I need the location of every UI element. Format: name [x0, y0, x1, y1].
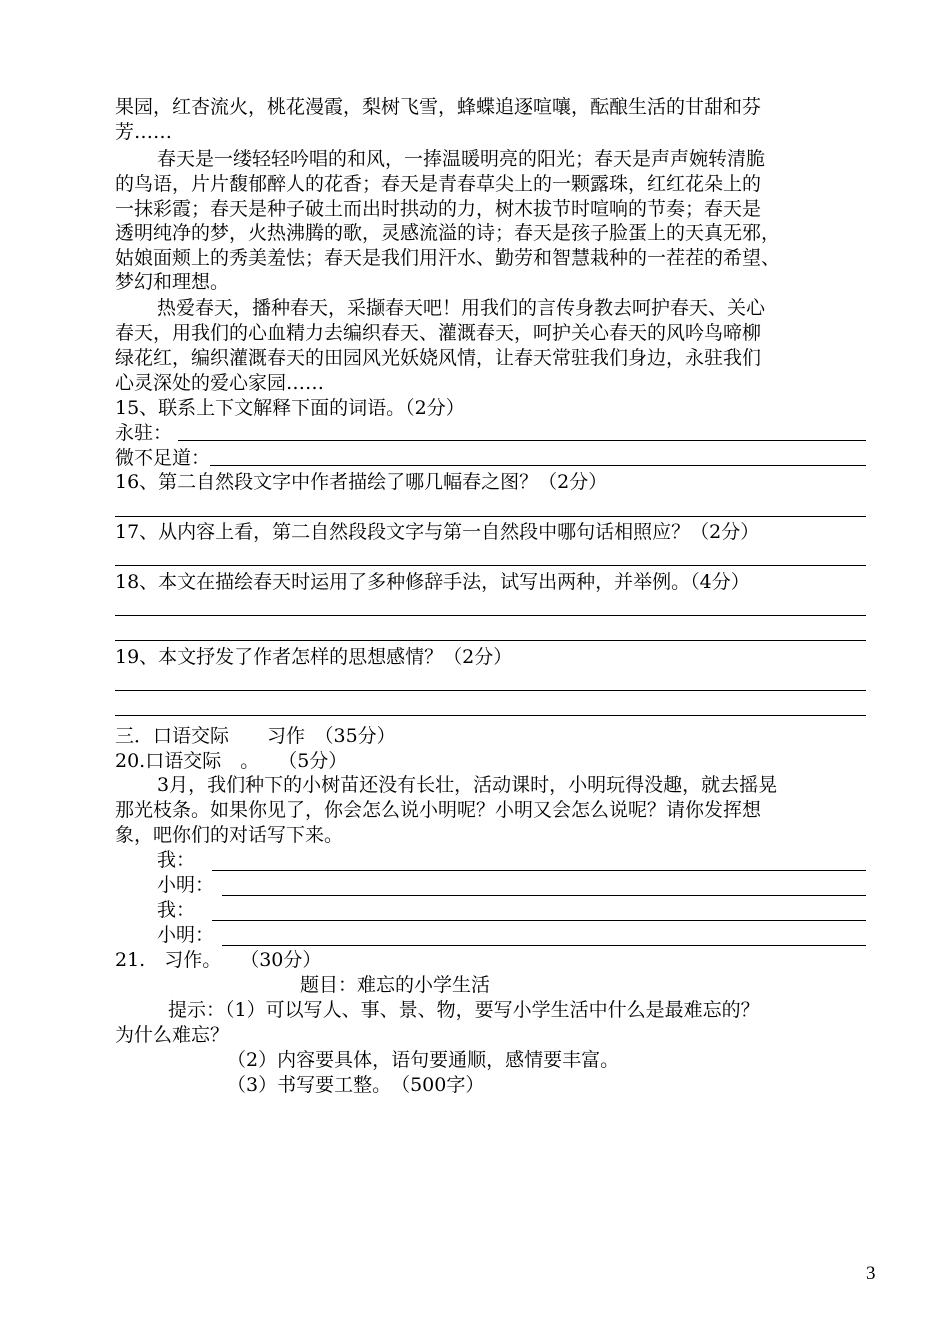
answer-line[interactable]	[212, 870, 866, 871]
question-20: 20.口语交际 。 （5分）	[115, 750, 348, 772]
page-number: 3	[866, 1263, 876, 1284]
dialogue-speaker: 我：	[157, 899, 196, 921]
passage-line: 绿花红，编织灌溉春天的田园风光妖娆风情，让春天常驻我们身边，永驻我们	[115, 347, 762, 369]
passage-line: 心灵深处的爱心家园……	[115, 372, 325, 394]
answer-line[interactable]	[212, 920, 866, 921]
answer-line[interactable]	[115, 516, 866, 517]
question-19: 19、本文抒发了作者怎样的思想感情？（2分）	[115, 646, 513, 668]
passage-line: 一抹彩霞；春天是种子破土而出时拱动的力，树木拔节时喧响的节奏；春天是	[115, 198, 762, 220]
answer-line[interactable]	[115, 690, 866, 691]
dialogue-speaker: 小明：	[157, 874, 215, 896]
question-20-prompt: 3月，我们种下的小树苗还没有长壮，活动课时，小明玩得没趣，就去摇晃	[157, 774, 778, 796]
question-16: 16、第二自然段文字中作者描绘了哪几幅春之图？（2分）	[115, 471, 608, 493]
dialogue-speaker: 小明：	[157, 924, 215, 946]
passage-line: 芳……	[115, 121, 173, 143]
passage-line: 热爱春天，播种春天，采撷春天吧！用我们的言传身教去呵护春天、关心	[157, 297, 766, 319]
essay-tip: 为什么难忘？	[115, 1024, 230, 1046]
answer-line[interactable]	[115, 715, 866, 716]
passage-line: 春天，用我们的心血精力去编织春天、灌溉春天，呵护关心春天的风吟鸟啼柳	[115, 322, 762, 344]
passage-line: 透明纯净的梦，火热沸腾的歌，灵感流溢的诗；春天是孩子脸蛋上的天真无邪，	[115, 222, 781, 244]
answer-line[interactable]	[115, 565, 866, 566]
answer-line[interactable]	[115, 615, 866, 616]
question-15-term-a: 永驻：	[115, 422, 173, 444]
essay-tip: 提示：（1）可以写人、事、景、物，要写小学生活中什么是最难忘的？	[168, 999, 760, 1021]
question-15-term-b: 微不足道：	[115, 447, 211, 469]
essay-tip: （2）内容要具体，语句要通顺，感情要丰富。	[227, 1049, 620, 1071]
answer-line[interactable]	[178, 440, 866, 441]
question-20-prompt: 那光枝条。如果你见了，你会怎么说小明呢？小明又会怎么说呢？请你发挥想	[115, 799, 762, 821]
essay-tip: （3）书写要工整。 （500字）	[227, 1074, 485, 1096]
passage-line: 的鸟语，片片馥郁醉人的花香；春天是青春草尖上的一颗露珠，红红花朵上的	[115, 173, 762, 195]
section-heading: 三．口语交际 习作 （35分）	[115, 725, 396, 747]
question-17: 17、从内容上看，第二自然段段文字与第一自然段中哪句话相照应？（2分）	[115, 521, 760, 543]
passage-line: 姑娘面颊上的秀美羞怯；春天是我们用汗水、勤劳和智慧栽种的一茬茬的希望、	[115, 247, 781, 269]
answer-line[interactable]	[222, 945, 866, 946]
answer-line[interactable]	[115, 640, 866, 641]
passage-line: 梦幻和理想。	[115, 271, 230, 293]
passage-line: 春天是一缕轻轻吟唱的和风，一捧温暖明亮的阳光；春天是声声婉转清脆	[157, 148, 766, 170]
question-21: 21. 习作。 （30分）	[115, 949, 322, 971]
question-15: 15、联系上下文解释下面的词语。（2分）	[115, 397, 465, 419]
question-20-prompt: 象，吧你们的对话写下来。	[115, 824, 344, 846]
essay-title: 题目：难忘的小学生活	[300, 974, 491, 996]
dialogue-speaker: 我：	[157, 849, 196, 871]
answer-line[interactable]	[210, 465, 866, 466]
question-18: 18、本文在描绘春天时运用了多种修辞手法，试写出两种，并举例。（4分）	[115, 571, 750, 593]
answer-line[interactable]	[222, 895, 866, 896]
passage-line: 果园，红杏流火，桃花漫霞，梨树飞雪，蜂蝶追逐喧嚷，酝酿生活的甘甜和芬	[115, 96, 762, 118]
